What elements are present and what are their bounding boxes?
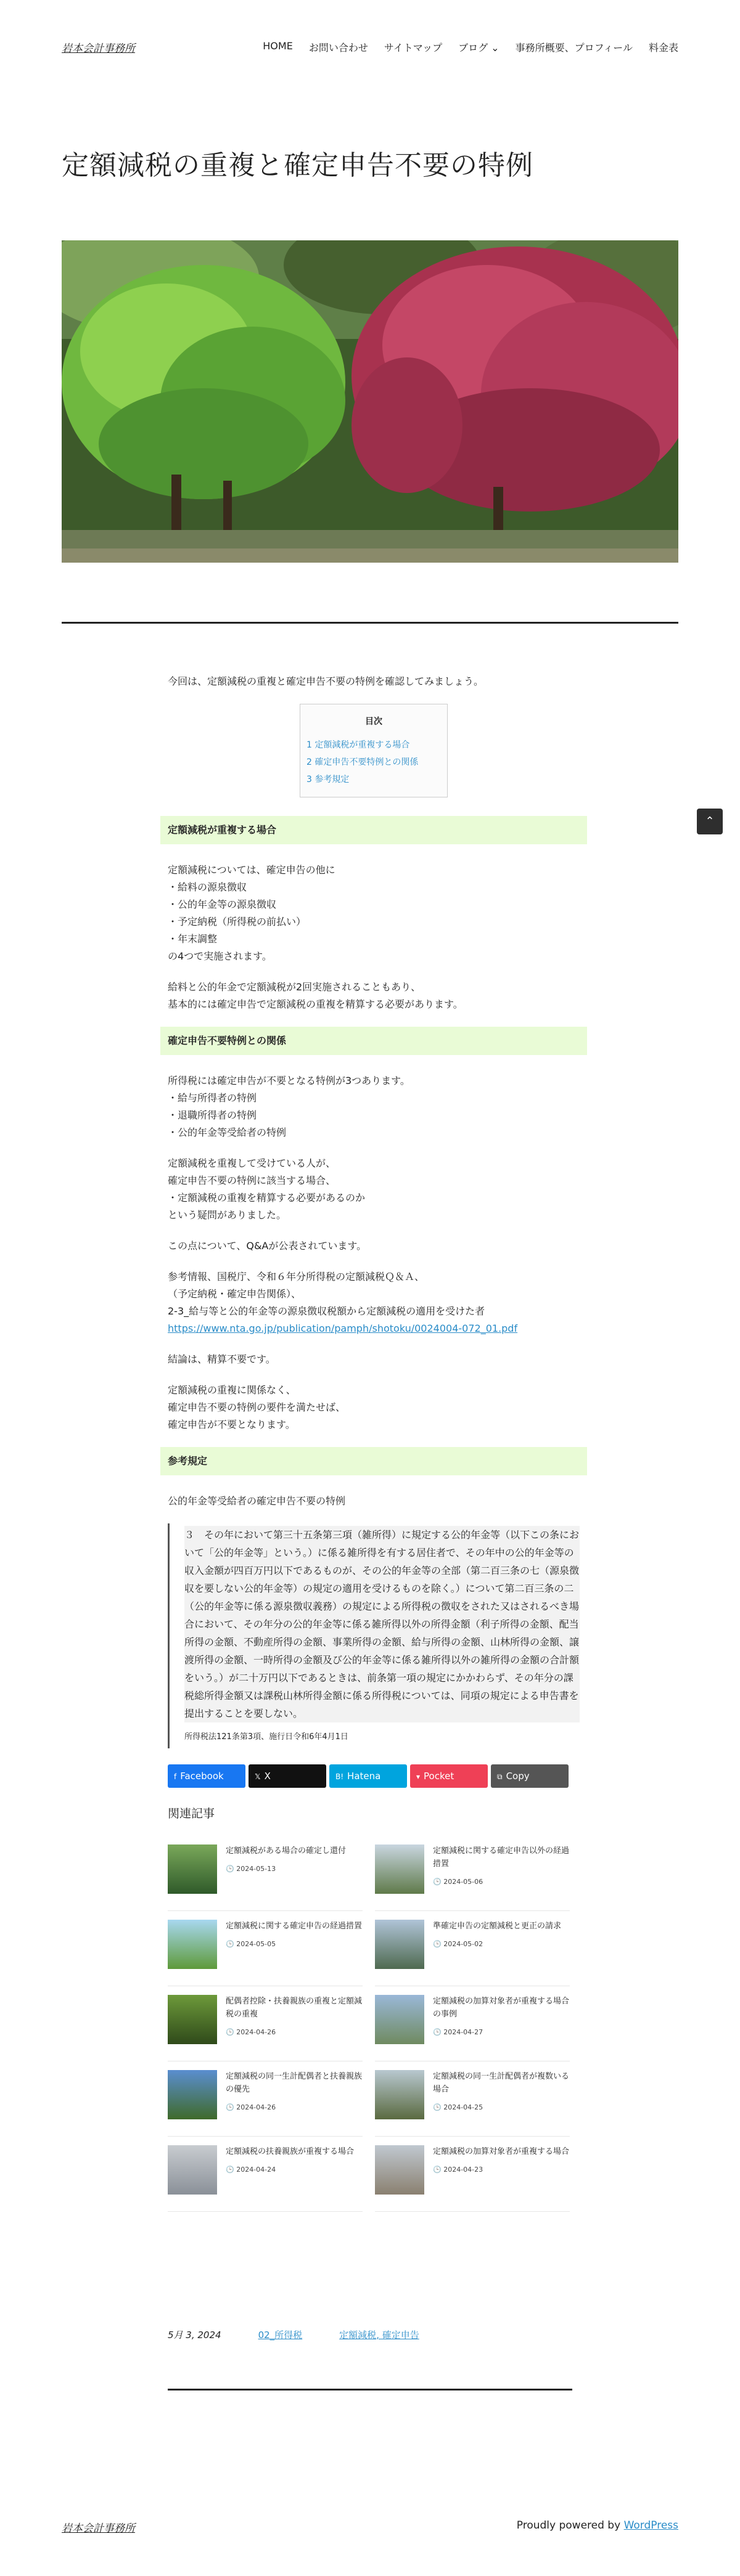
related-post-date: 🕒 2024-04-27 bbox=[433, 2028, 483, 2036]
related-post[interactable] bbox=[375, 1836, 570, 1911]
toc-item-1[interactable]: 1 定額減税が重複する場合 bbox=[306, 740, 410, 750]
text-line: ・公的年金等の源泉徴収 bbox=[168, 899, 277, 910]
post-category-link[interactable]: 02_所得税 bbox=[258, 2329, 303, 2341]
text-line: の4つで実施されます。 bbox=[168, 950, 272, 962]
copy-icon: ⧉ bbox=[497, 1772, 503, 1781]
related-post[interactable] bbox=[375, 2137, 570, 2212]
nav-item-profile[interactable]: 事務所概要、プロフィール bbox=[515, 41, 633, 54]
related-post-title[interactable]: 定額減税の加算対象者が重複する場合 bbox=[433, 2147, 570, 2156]
share-label: Pocket bbox=[424, 1771, 454, 1782]
related-thumbnail[interactable] bbox=[168, 1844, 217, 1894]
related-thumbnail[interactable] bbox=[375, 2070, 424, 2119]
text-line: （予定納税・確定申告関係）、 bbox=[168, 1288, 302, 1300]
text-line: ・公的年金等受給者の特例 bbox=[168, 1127, 287, 1138]
pocket-icon: ▾ bbox=[416, 1772, 421, 1781]
related-thumbnail[interactable] bbox=[168, 1995, 217, 2044]
text-line: 2-3_給与等と公的年金等の源泉徴収税額から定額減税の適用を受けた者 bbox=[168, 1305, 485, 1317]
section2-paragraph-5: 結論は、精算不要です。 bbox=[168, 1353, 276, 1365]
related-post-date: 🕒 2024-04-23 bbox=[433, 2166, 483, 2174]
nav-item-pricing[interactable]: 料金表 bbox=[648, 41, 678, 54]
site-footer bbox=[62, 2519, 678, 2535]
nav-item-contact[interactable]: お問い合わせ bbox=[308, 41, 368, 54]
facebook-icon: f bbox=[174, 1772, 177, 1781]
related-post[interactable] bbox=[375, 1986, 570, 2061]
related-thumbnail[interactable] bbox=[168, 2145, 217, 2195]
text-line: ・退職所得者の特例 bbox=[168, 1109, 257, 1121]
share-buttons bbox=[168, 1764, 580, 1788]
hero-trees-illustration bbox=[62, 240, 678, 563]
date-value: 2024-04-25 bbox=[443, 2103, 483, 2111]
related-posts-title: 関連記事 bbox=[168, 1807, 215, 1820]
related-post-title[interactable]: 定額減税の扶養親族が重複する場合 bbox=[226, 2147, 355, 2156]
share-label: Facebook bbox=[180, 1771, 224, 1782]
site-header bbox=[62, 36, 678, 58]
related-post[interactable] bbox=[375, 2061, 570, 2137]
related-thumbnail[interactable] bbox=[375, 1844, 424, 1894]
toc-item-2[interactable]: 2 確定申告不要特例との関係 bbox=[306, 757, 419, 767]
related-post[interactable] bbox=[375, 1911, 570, 1986]
text-line: 参考情報、国税庁、令和６年分所得税の定額減税Ｑ＆Ａ、 bbox=[168, 1271, 425, 1282]
related-post-date: 🕒 2024-04-24 bbox=[226, 2166, 276, 2174]
section2-paragraph-2 bbox=[168, 1155, 580, 1224]
text-line: ・給与所得者の特例 bbox=[168, 1092, 257, 1104]
main-nav bbox=[263, 40, 678, 54]
share-label: Hatena bbox=[347, 1771, 381, 1782]
date-value: 2024-04-26 bbox=[236, 2028, 276, 2036]
section3-paragraph-1: 公的年金等受給者の確定申告不要の特例 bbox=[168, 1495, 346, 1507]
text-line: 確定申告が不要となります。 bbox=[168, 1419, 295, 1430]
related-post-title[interactable]: 定額減税に関する確定申告以外の経過措置 bbox=[433, 1846, 570, 1869]
date-value: 2024-04-23 bbox=[443, 2166, 483, 2174]
intro-text: 今回は、定額減税の重複と確定申告不要の特例を確認してみましょう。 bbox=[168, 675, 484, 687]
related-thumbnail[interactable] bbox=[168, 2070, 217, 2119]
related-post-title[interactable]: 定額減税がある場合の確定し還付 bbox=[226, 1846, 347, 1856]
related-post[interactable] bbox=[168, 1836, 363, 1911]
date-value: 2024-04-27 bbox=[443, 2028, 483, 2036]
related-post-date: 🕒 2024-04-25 bbox=[433, 2103, 483, 2111]
article-content bbox=[168, 673, 580, 2212]
text-line: ・年末調整 bbox=[168, 933, 218, 945]
section2-paragraph-3: この点について、Q&Aが公表されています。 bbox=[168, 1240, 367, 1252]
section1-paragraph-2 bbox=[168, 979, 580, 1013]
related-posts-grid bbox=[168, 1836, 580, 2212]
post-tags-link[interactable]: 定額減税, 確定申告 bbox=[339, 2329, 419, 2341]
related-post-title[interactable]: 定額減税の同一生計配偶者が複数いる場合 bbox=[433, 2072, 570, 2094]
date-value: 2024-05-13 bbox=[236, 1865, 276, 1873]
related-post[interactable] bbox=[168, 2137, 363, 2212]
text-line: 定額減税の重複に関係なく、 bbox=[168, 1384, 296, 1396]
title-divider bbox=[62, 622, 678, 624]
toc-title: 目次 bbox=[365, 717, 382, 727]
post-meta bbox=[168, 2328, 580, 2341]
text-line: 基本的には確定申告で定額減税の重複を精算する必要があります。 bbox=[168, 998, 463, 1010]
related-post[interactable] bbox=[168, 1986, 363, 2061]
share-pocket-button[interactable] bbox=[410, 1764, 488, 1788]
related-post-title[interactable]: 準確定申告の定額減税と更正の請求 bbox=[433, 1922, 562, 1931]
arrow-up-icon: ⌃ bbox=[705, 815, 715, 828]
date-value: 2024-04-26 bbox=[236, 2103, 276, 2111]
share-hatena-button[interactable] bbox=[329, 1764, 407, 1788]
related-post-date: 🕒 2024-05-13 bbox=[226, 1865, 276, 1873]
share-label: X bbox=[264, 1771, 271, 1782]
date-value: 2024-05-06 bbox=[443, 1878, 483, 1886]
nav-item-sitemap[interactable]: サイトマップ bbox=[384, 41, 443, 54]
text-line: ・定額減税の重複を精算する必要があるのか bbox=[168, 1192, 366, 1204]
page-title: 定額減税の重複と確定申告不要の特例 bbox=[62, 150, 533, 181]
nav-item-blog[interactable]: ブログ ⌄ bbox=[458, 41, 500, 54]
section-heading-reference: 参考規定 bbox=[160, 1447, 587, 1475]
related-thumbnail[interactable] bbox=[375, 2145, 424, 2195]
table-of-contents bbox=[300, 704, 448, 797]
related-post-date: 🕒 2024-05-05 bbox=[226, 1940, 276, 1948]
meta-divider bbox=[168, 2389, 572, 2391]
text-line: ・予定納税（所得税の前払い） bbox=[168, 916, 306, 927]
related-post[interactable] bbox=[168, 1911, 363, 1986]
date-value: 2024-04-24 bbox=[236, 2166, 276, 2174]
quote-body: ３ その年において第三十五条第三項（雑所得）に規定する公的年金等（以下この条において「公的年金等」という。）に係る雑所得を有する居住者で、その年中の公的年金等の収入金額が四百万円以下であるものが、その公的年金等の全部（第二百三条の七（源泉徴収を要しない公的年金等）の規定の適用を受けるものを除く。）について第二百三条の二（公的年金等に係る源泉徴収義務）の規定による所得税の徴収をされた又はされるべき場合において、その年分の公的年金等に係る雑所得以外の所得金額（利子所得の金額、配当所得の金額、不動産所得の金額、事業所得の金額、給与所得の金額、山林所得の金額、譲渡所得の金額、一時所得の金額及び公的年金等に係る雑所得以外の雑所得の金額の合計額をいう。）が二十万円以下であるときは、前条第一項の規定にかかわらず、その年分の課税総所得金額又は課税山林所得金額に係る所得税については、同項の規定による申告書を提出することを要しない。 bbox=[184, 1526, 580, 1722]
share-facebook-button[interactable] bbox=[168, 1764, 245, 1788]
related-post-date: 🕒 2024-05-02 bbox=[433, 1940, 483, 1948]
related-thumbnail[interactable] bbox=[375, 1920, 424, 1969]
share-copy-button[interactable] bbox=[491, 1764, 569, 1788]
related-thumbnail[interactable] bbox=[168, 1920, 217, 1969]
related-post-title[interactable]: 配偶者控除・扶養親族の重複と定額減税の重複 bbox=[226, 1997, 363, 2019]
powered-by-text: Proudly powered by bbox=[516, 2519, 624, 2532]
text-line: 定額減税については、確定申告の他に bbox=[168, 864, 335, 876]
related-post[interactable] bbox=[168, 2061, 363, 2137]
x-icon: 𝕏 bbox=[255, 1772, 261, 1781]
section-heading-exemption: 確定申告不要特例との関係 bbox=[160, 1027, 587, 1055]
section2-paragraph-6 bbox=[168, 1382, 580, 1433]
related-post-title[interactable]: 定額減税の加算対象者が重複する場合の事例 bbox=[433, 1997, 570, 2019]
section-heading-duplicate: 定額減税が重複する場合 bbox=[160, 816, 587, 844]
hatena-icon: B! bbox=[335, 1772, 344, 1781]
related-post-date: 🕒 2024-05-06 bbox=[433, 1878, 483, 1886]
wordpress-link[interactable]: WordPress bbox=[623, 2519, 678, 2532]
nav-item-home[interactable]: HOME bbox=[263, 39, 293, 52]
share-label: Copy bbox=[506, 1771, 530, 1782]
text-line: 確定申告不要の特例の要件を満たせば、 bbox=[168, 1401, 346, 1413]
law-quote bbox=[168, 1523, 580, 1748]
hero-image bbox=[62, 240, 678, 563]
related-post-date: 🕒 2024-04-26 bbox=[226, 2103, 276, 2111]
related-post-date: 🕒 2024-04-26 bbox=[226, 2028, 276, 2036]
text-line: 所得税には確定申告が不要となる特例が3つあります。 bbox=[168, 1075, 410, 1086]
nta-pdf-link[interactable]: https://www.nta.go.jp/publication/pamph/shotoku/0024004-072_01.pdf bbox=[168, 1323, 518, 1334]
text-line: 給料と公的年金で定額減税が2回実施されることもあり、 bbox=[168, 981, 421, 993]
section1-paragraph-1 bbox=[168, 862, 580, 965]
site-title[interactable]: 岩本会計事務所 bbox=[62, 42, 135, 55]
section2-paragraph-4 bbox=[168, 1268, 580, 1337]
related-thumbnail[interactable] bbox=[375, 1995, 424, 2044]
share-x-button[interactable] bbox=[249, 1764, 326, 1788]
related-post-title[interactable]: 定額減税に関する確定申告の経過措置 bbox=[226, 1922, 363, 1931]
quote-citation: 所得税法121条第3項、施行日令和6年4月1日 bbox=[184, 1732, 348, 1742]
back-to-top-button[interactable] bbox=[697, 809, 723, 834]
text-line: 定額減税を重複して受けている人が、 bbox=[168, 1157, 336, 1169]
text-line: という疑問がありました。 bbox=[168, 1209, 287, 1221]
post-date: 5月 3, 2024 bbox=[168, 2329, 221, 2341]
text-line: 確定申告不要の特例に該当する場合、 bbox=[168, 1175, 336, 1186]
related-post-title[interactable]: 定額減税の同一生計配偶者と扶養親族の優先 bbox=[226, 2072, 363, 2094]
footer-site-title[interactable]: 岩本会計事務所 bbox=[62, 2522, 135, 2535]
text-line: ・給料の源泉徴収 bbox=[168, 881, 247, 893]
section2-paragraph-1 bbox=[168, 1072, 580, 1141]
footer-powered-by bbox=[517, 2519, 678, 2535]
date-value: 2024-05-02 bbox=[443, 1940, 483, 1948]
toc-item-3[interactable]: 3 参考規定 bbox=[306, 775, 350, 785]
date-value: 2024-05-05 bbox=[236, 1940, 276, 1948]
